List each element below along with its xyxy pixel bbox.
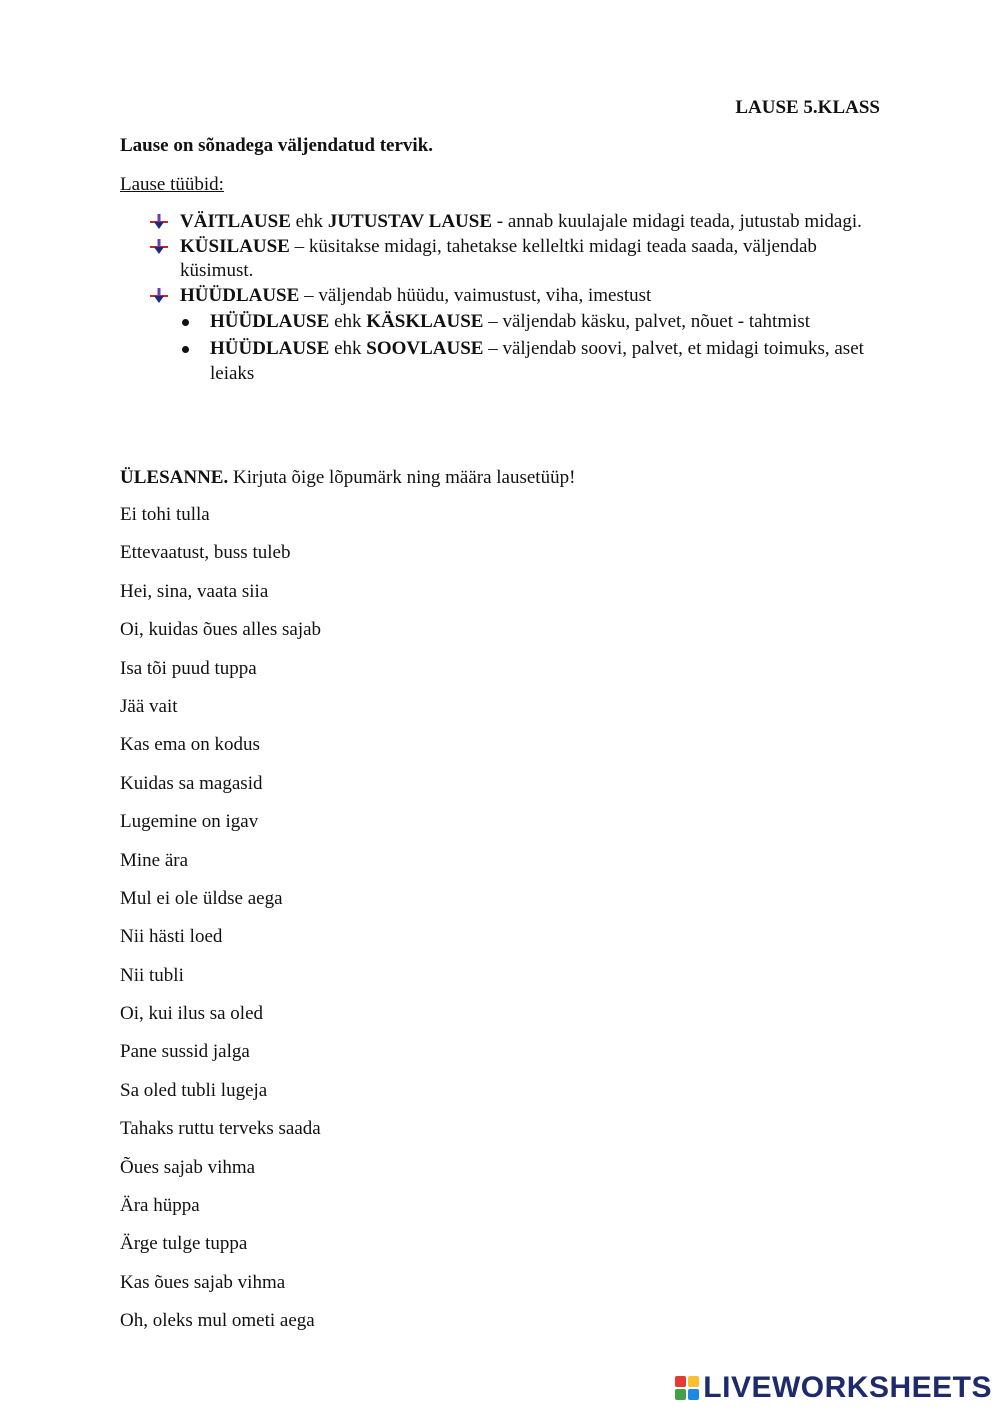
- type-connector: ehk: [290, 211, 328, 232]
- subtype-connector: ehk: [329, 310, 367, 332]
- exercise-sentence: Hei, sina, vaata siia: [120, 580, 269, 602]
- exercise-sentence: Jää vait: [120, 695, 178, 717]
- exercise-sentence: Kas õues sajab vihma: [120, 1271, 286, 1293]
- exercise-sentence: Tahaks ruttu terveks saada: [120, 1118, 321, 1140]
- subtype-description: – väljendab käsku, palvet, nõuet - tahtmist: [483, 310, 811, 332]
- exercise-sentences-list: [120, 504, 321, 1349]
- logo-block-3: [675, 1389, 686, 1400]
- exercise-sentence: Oh, oleks mul ometi aega: [120, 1310, 315, 1332]
- subtype-connector: ehk: [329, 338, 367, 360]
- type-name: VÄITLAUSE: [180, 211, 291, 232]
- logo-block-4: [688, 1389, 699, 1400]
- exercise-sentence: Sa oled tubli lugeja: [120, 1079, 268, 1101]
- type-description: – küsitakse midagi, tahetakse kelleltki midagi teada saada, väljendab küsimust.: [180, 235, 817, 282]
- exercise-sentence: Ära hüppa: [120, 1195, 200, 1217]
- type-name: KÜSILAUSE: [180, 235, 290, 257]
- exclamation-subtypes-list: [180, 310, 880, 387]
- task-label: ÜLESANNE.: [120, 467, 229, 488]
- liveworksheets-logo[interactable]: [675, 1368, 992, 1407]
- sentence-types-list: [150, 210, 880, 390]
- exercise-sentence: Nii tubli: [120, 964, 184, 986]
- type-alt-name: JUTUSTAV LAUSE: [327, 211, 493, 232]
- task-instruction: [120, 466, 575, 491]
- type-name: HÜÜDLAUSE: [180, 285, 300, 307]
- logo-block-2: [688, 1376, 699, 1387]
- logo-text: LIVEWORKSHEETS: [703, 1371, 992, 1404]
- type-description: – väljendab hüüdu, vaimustust, viha, imestust: [299, 285, 652, 307]
- type-item-question: [150, 235, 880, 284]
- exercise-sentence: Ei tohi tulla: [120, 504, 210, 525]
- exercise-sentence: Mul ei ole üldse aega: [120, 887, 283, 909]
- subtype-alt-name: KÄSKLAUSE: [366, 310, 484, 332]
- exercise-sentence: Isa tõi puud tuppa: [120, 657, 257, 679]
- exercise-sentence: Kuidas sa magasid: [120, 772, 263, 794]
- exercise-sentence: Mine ära: [120, 849, 189, 871]
- exercise-sentence: Oi, kui ilus sa oled: [120, 1003, 264, 1025]
- exercise-sentence: Nii hästi loed: [120, 926, 223, 948]
- type-description: - annab kuulajale midagi teada, jutustab midagi.: [492, 211, 862, 232]
- bullet-dot-icon: [182, 319, 189, 326]
- definition-text: Lause on sõnadega väljendatud tervik.: [120, 135, 434, 156]
- subtype-name: HÜÜDLAUSE: [210, 338, 330, 360]
- subtype-item-wish: [180, 337, 880, 386]
- subtype-alt-name: SOOVLAUSE: [366, 338, 484, 360]
- exercise-sentence: Oi, kuidas õues alles sajab: [120, 619, 322, 641]
- types-label: Lause tüübid:: [120, 174, 224, 195]
- logo-block-1: [675, 1376, 686, 1387]
- subtype-description: – väljendab soovi, palvet, et midagi toimuks, aset leiaks: [210, 338, 864, 385]
- arrow-bullet-icon: [150, 238, 168, 256]
- exercise-sentence: Ärge tulge tuppa: [120, 1233, 248, 1255]
- exercise-sentence: Lugemine on igav: [120, 811, 259, 833]
- subtype-item-command: [180, 310, 880, 335]
- task-text: Kirjuta õige lõpumärk ning määra lausetüüp!: [228, 467, 576, 488]
- arrow-bullet-icon: [150, 213, 168, 231]
- bullet-dot-icon: [182, 346, 189, 353]
- logo-blocks-icon: [675, 1376, 699, 1400]
- page-title: LAUSE 5.KLASS: [735, 97, 880, 118]
- exercise-sentence: Pane sussid jalga: [120, 1041, 250, 1063]
- type-item-exclamation: [150, 284, 880, 387]
- arrow-bullet-icon: [150, 287, 168, 305]
- type-item-statement: [150, 210, 880, 235]
- exercise-sentence: Õues sajab vihma: [120, 1156, 256, 1178]
- subtype-name: HÜÜDLAUSE: [210, 310, 330, 332]
- exercise-sentence: Kas ema on kodus: [120, 734, 260, 756]
- exercise-sentence: Ettevaatust, buss tuleb: [120, 542, 291, 564]
